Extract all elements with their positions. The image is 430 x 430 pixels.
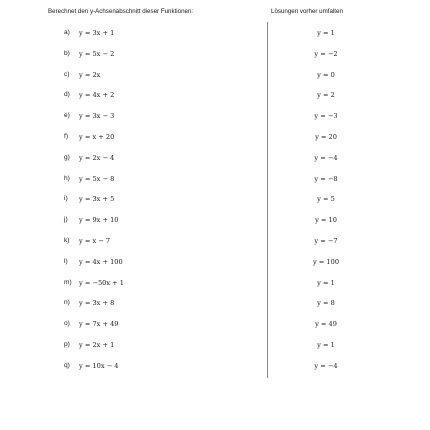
solution-item: y = 8: [317, 299, 335, 308]
task-function: y = 3x + 1: [79, 29, 115, 37]
task-function: y = 4x + 100: [79, 257, 123, 266]
task-label: n): [64, 299, 70, 307]
task-item: [64, 299, 124, 320]
task-function: y = 2x + 1: [79, 340, 115, 349]
solutions-heading: Lösungen vorher umfalten: [271, 8, 343, 15]
task-function: y = 2x − 4: [79, 153, 115, 162]
task-label: f): [64, 132, 69, 140]
task-item: [64, 50, 124, 71]
task-item: [64, 175, 124, 196]
task-item: [64, 112, 124, 133]
task-label: o): [64, 320, 70, 328]
task-function: y = 7x + 49: [79, 320, 119, 329]
task-label: p): [64, 340, 70, 348]
solution-item: y = 0: [317, 70, 335, 79]
task-function: y = 5x − 2: [79, 49, 115, 58]
task-label: q): [64, 361, 70, 369]
task-item: [64, 237, 124, 258]
task-label: i): [64, 195, 68, 203]
solution-item: y = 49: [315, 320, 337, 329]
solution-item: y = 5: [317, 195, 335, 204]
task-item: [64, 362, 124, 383]
task-item: [64, 29, 124, 50]
solution-list: [296, 29, 356, 383]
task-function: y = 4x + 2: [79, 91, 115, 100]
solution-item: y = −4: [314, 153, 338, 162]
solution-item: y = 20: [315, 132, 337, 141]
task-label: d): [64, 91, 70, 99]
task-item: [64, 133, 124, 154]
task-heading: Berechnet den y-Achsenabschnitt dieser Funktionen:: [48, 8, 194, 15]
task-item: [64, 71, 124, 92]
task-item: [64, 258, 124, 279]
task-label: j): [64, 216, 68, 224]
solution-item: y = 100: [312, 257, 340, 266]
task-label: k): [64, 236, 70, 244]
task-function: y = x + 20: [79, 132, 115, 141]
task-function: y = 5x − 8: [79, 174, 115, 183]
task-item: [64, 279, 124, 300]
task-function: y = 3x + 5: [79, 195, 115, 204]
task-list: [64, 29, 124, 383]
solution-item: y = −4: [314, 361, 338, 370]
task-function: y = −50x + 1: [79, 278, 124, 287]
solution-item: y = −7: [314, 236, 338, 245]
solution-item: y = −2: [314, 49, 338, 58]
task-label: e): [64, 112, 70, 120]
fold-divider: [267, 22, 268, 378]
task-function: y = 3x + 8: [79, 299, 115, 308]
task-function: y = x − 7: [79, 236, 111, 245]
solution-item: y = −8: [314, 174, 338, 183]
task-label: m): [64, 278, 72, 286]
task-label: h): [64, 174, 70, 182]
task-item: [64, 91, 124, 112]
task-label: b): [64, 49, 70, 57]
task-item: [64, 341, 124, 362]
task-function: y = 2x: [79, 70, 101, 79]
task-item: [64, 320, 124, 341]
task-function: y = 10x − 4: [79, 361, 119, 370]
solution-item: y = 2: [317, 91, 335, 100]
task-function: y = 3x − 3: [79, 112, 115, 121]
task-item: [64, 216, 124, 237]
solution-item: y = −3: [314, 112, 338, 121]
task-function: y = 9x + 10: [79, 216, 119, 225]
task-label: c): [64, 70, 70, 78]
task-label: g): [64, 153, 70, 161]
solution-item: y = 1: [317, 340, 335, 349]
task-label: a): [64, 29, 70, 36]
task-item: [64, 195, 124, 216]
solution-item: y = 1: [317, 29, 335, 37]
task-item: [64, 154, 124, 175]
task-label: l): [64, 257, 68, 265]
solution-item: y = 10: [315, 216, 337, 225]
solution-item: y = 1: [317, 278, 335, 287]
